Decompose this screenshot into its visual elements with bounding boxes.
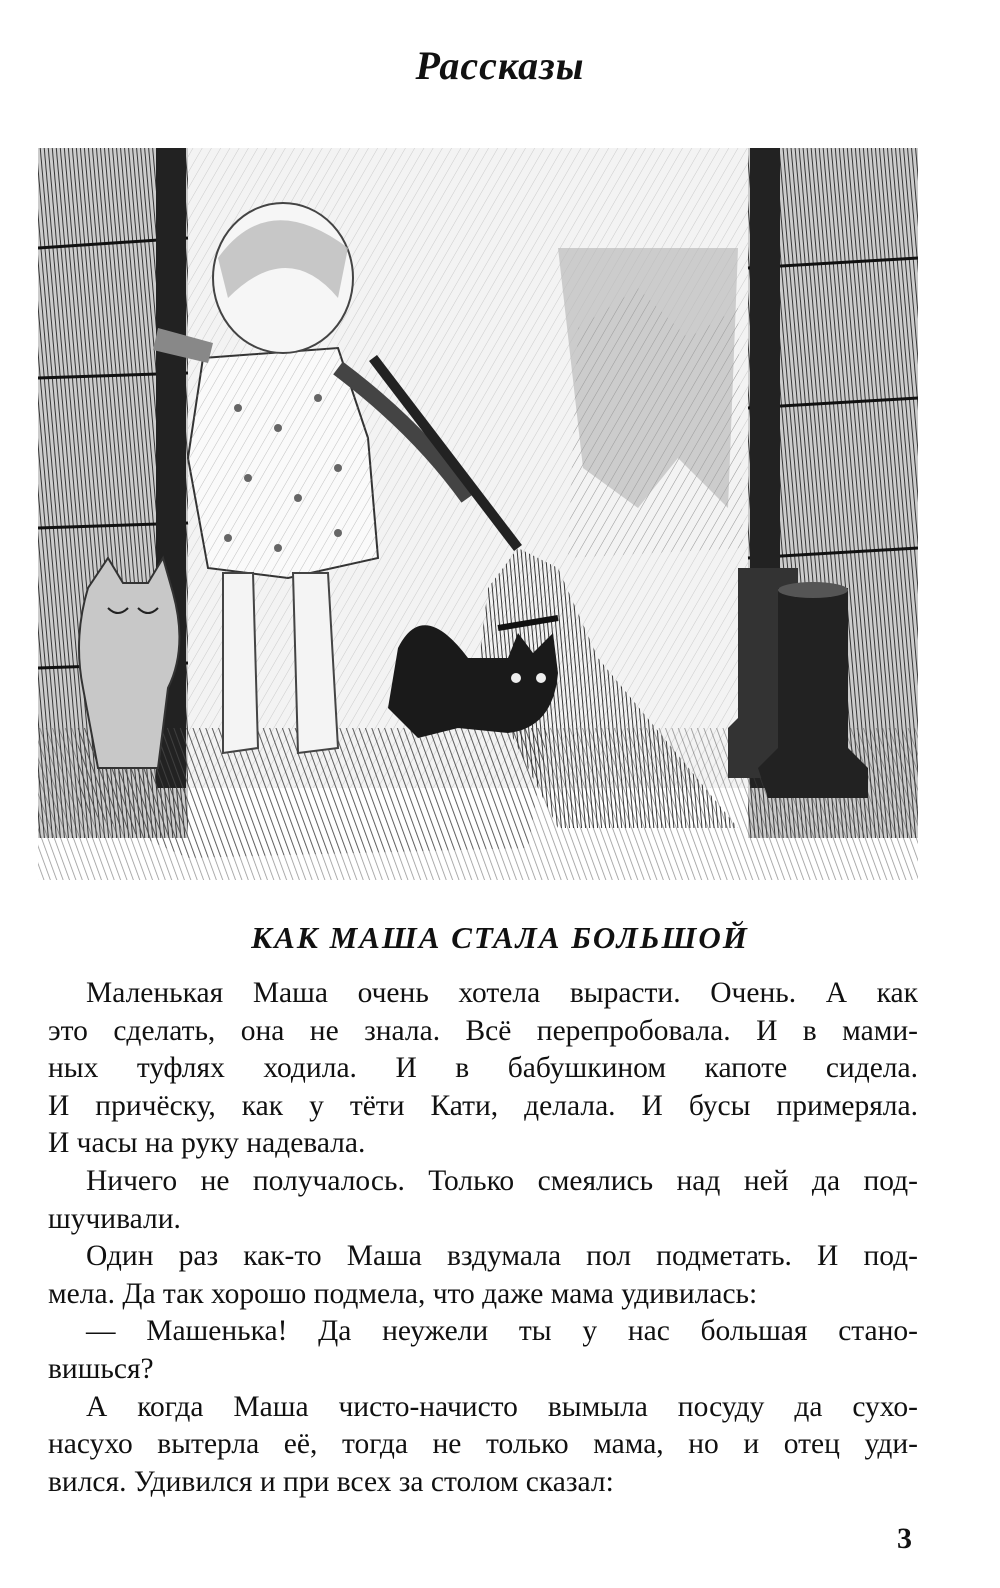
story-line: это сделать, она не знала. Всё перепробовала. И в мами- <box>48 1014 918 1047</box>
story-line: ных туфлях ходила. И в бабушкином капоте сидела. <box>48 1052 918 1085</box>
story-body <box>48 975 918 1501</box>
story-line: И часы на руку надевала. <box>48 1127 366 1160</box>
story-line: насухо вытерла её, тогда не только мама, но и отец уди- <box>48 1428 918 1461</box>
page-number: 3 <box>897 1522 912 1555</box>
girl-sweeping-floor-with-cats-illustration <box>38 128 918 880</box>
story-title: КАК МАША СТАЛА БОЛЬШОЙ <box>251 920 749 955</box>
story-line: Один раз как-то Маша вздумала пол подметать. И под- <box>86 1240 918 1273</box>
story-line: И причёску, как у тёти Кати, делала. И бусы примеряла. <box>48 1089 918 1122</box>
section-title: Рассказы <box>415 43 585 88</box>
story-line: вишься? <box>48 1352 154 1385</box>
story-line: шучивали. <box>48 1202 181 1235</box>
story-line: вился. Удивился и при всех за столом сказал: <box>48 1465 614 1498</box>
story-line: Маленькая Маша очень хотела вырасти. Очень. А как <box>86 977 918 1009</box>
story-line: А когда Маша чисто-начисто вымыла посуду да сухо- <box>86 1390 918 1423</box>
story-line: Ничего не получалось. Только смеялись над ней да под- <box>86 1164 918 1197</box>
story-line: — Машенька! Да неужели ты у нас большая стано- <box>86 1315 918 1348</box>
story-line: мела. Да так хорошо подмела, что даже мама удивилась: <box>48 1277 758 1310</box>
